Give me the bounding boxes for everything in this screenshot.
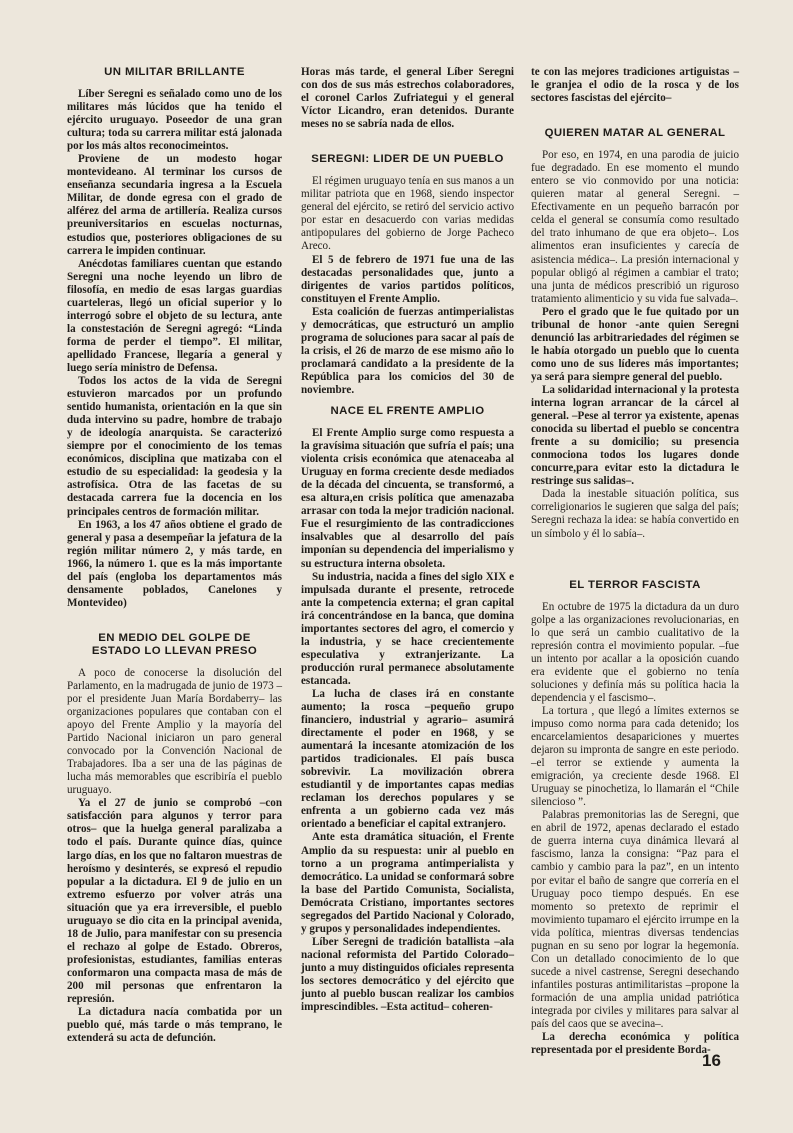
paragraph: Horas más tarde, el general Líber Seregni con dos de sus más estrechos colaboradores, el coronel Carlos Zufriategui y el general Víctor Licandro, eran detenidos. Durante meses no se sabría nada de ellos. xyxy=(301,66,514,131)
column-left xyxy=(67,66,282,1045)
paragraph: La derecha económica y política representada por el presidente Borda- xyxy=(531,1031,739,1057)
paragraph: te con las mejores tradiciones artiguistas –le granjea el odio de la rosca y de los sectores fascistas del ejército– xyxy=(531,66,739,105)
paragraph: Dada la inestable situación política, sus correligionarios le sugieren que salga del país; Seregni rechaza la idea: se había convertido en un símbolo y él lo sabía–. xyxy=(531,488,739,540)
paragraph: Ya el 27 de junio se comprobó –con satisfacción para algunos y terror para otros– que la huelga general paralizaba a todo el país. Durante quince días, quince largo días, en los que no faltaron muestras de heroísmo y desinterés, se expresó el repudio popular a la dictadura. El 9 de julio en un extremo esfuerzo por volver atrás una situación que ya era irreversible, el pueblo uruguayo se dio cita en la principal avenida, 18 de Julio, para manifestar con su presencia el rechazo al golpe de Estado. Obreros, profesionistas, estudiantes, familias enteras conformaron una compacta masa de más de 200 mil personas que enfrentaron la represión. xyxy=(67,797,282,1006)
section-heading: SEREGNI: LIDER DE UN PUEBLO xyxy=(311,153,504,166)
paragraph: Líber Seregni de tradición batallista –ala nacional reformista del Partido Colorado– junto a muy distinguidos oficiales representa los sectores democrático y del ejército que junto al pueblo buscan realizar los cambios imprescindibles. –Esta actitud– coheren- xyxy=(301,935,514,1014)
section-heading: UN MILITAR BRILLANTE xyxy=(104,66,245,78)
paragraph: La solidaridad internacional y la protesta interna logran arrancar de la cárcel al general. –Pese al terror ya existente, apenas conocida su libertad el pueblo se concentra frente a su domicilio; su presencia conmociona todos los lugares donde concurre,para evitar esto la dictadura le restringe sus salidas–. xyxy=(531,383,739,488)
paragraph: Por eso, en 1974, en una parodia de juicio fue degradado. En ese momento el mundo entero se vio conmovido por una noticia: quieren matar al general Seregni. –Efectivamente en un pequeño barracón por celda el general se consumía como resultado del trato inhumano de que era objeto–. Los alimentos eran insuficientes y carecía de asistencia médica–. La presión internacional y popular obligó al régimen a cambiar el trato; una junta de médicos prescribió un riguroso tratamiento alimenticio y su vida fue salvada–. xyxy=(531,149,739,305)
section-heading: NACE EL FRENTE AMPLIO xyxy=(330,405,485,418)
paragraph: Esta coalición de fuerzas antimperialistas y democráticas, que estructuró un amplio programa de soluciones para sacar al país de la crisis, el 26 de marzo de ese mismo año lo proclamará candidato a la presidente de la República para los comicios del 30 de noviembre. xyxy=(301,305,514,396)
column-middle xyxy=(301,66,514,1014)
paragraph: En octubre de 1975 la dictadura da un duro golpe a las organizaciones revolucionarias, en lo que será un cambio cualitativo de la represión contra el movimiento popular. –fue un intento por acallar a la oposición cuando era evidente que el gobierno no tenía soluciones y definía más su política hacia la dependencia y el fascismo–. xyxy=(531,600,739,704)
paragraph: Proviene de un modesto hogar montevideano. Al terminar los cursos de enseñanza secundaria ingresa a la Escuela Militar, de donde egresa con el grado de alférez del arma de artillería. Realiza cursos preuniversitarios en escuelas nocturnas, estudios que, posteriores obligaciones de su carrera le impiden continuar. xyxy=(67,153,282,257)
paragraph: Palabras premonitorias las de Seregni, que en abril de 1972, apenas declarado el estado de guerra interna cuya dinámica llevará al fascismo, lanza la consigna: “Paz para el cambio y cambio para la paz”, en un intento por evitar el baño de sangre que correría en el Uruguay poco tiempo después. En ese momento so pretexto de reprimir el movimiento tupamaro el ejército irrumpe en la vida política, mientras diversas tendencias pugnan en su seno por lograr la hegemonía. Con un detallado conocimiento de lo que sucede a nivel castrense, Seregni desechando infantiles posturas antimilitaristas –propone la formación de una amplia unidad patriótica integrada por civiles y militares para salvar al país del caos que se avecina–. xyxy=(531,809,739,1031)
paragraph: El 5 de febrero de 1971 fue una de las destacadas personalidades que, junto a dirigentes de varios partidos políticos, constituyen el Frente Amplio. xyxy=(301,253,514,305)
paragraph: La dictadura nacía combatida por un pueblo qué, más tarde o más temprano, le extenderá su acta de defunción. xyxy=(67,1006,282,1045)
column-right xyxy=(531,66,739,1057)
section-heading: EN MEDIO DEL GOLPE DE ESTADO LO LLEVAN PRESO xyxy=(91,631,258,657)
paragraph: En 1963, a los 47 años obtiene el grado de general y pasa a desempeñar la jefatura de la región militar número 2, y más tarde, en 1966, la número 1. que es la más importante del país (engloba los departamentos más densamente poblados, Canelones y Montevideo) xyxy=(67,518,282,609)
paragraph: Anécdotas familiares cuentan que estando Seregni una noche leyendo un libro de filosofía, en medio de esas largas guardias cuarteleras, llegó un oficial superior y lo interrogó sobre el objeto de su lectura, ante la constestación de Seregni agregó: “Linda forma de perder el tiempo”. El militar, apellidado Francese, llegaría a general y luego sería ministro de Defensa. xyxy=(67,257,282,374)
page-number: 16 xyxy=(702,1051,721,1070)
paragraph: El régimen uruguayo tenía en sus manos a un militar patriota que en 1968, siendo inspector general del ejército, se retiró del servicio activo por estar en desacuerdo con varias medidas antipopulares del gobierno de Jorge Pacheco Areco. xyxy=(301,175,514,253)
intro-paragraph: Líber Seregni es señalado como uno de los militares más lúcidos que ha tenido el ejército uruguayo. Poseedor de una gran cultura; toda su carrera militar está jalonada por los más altos reconocimeintos. xyxy=(67,88,282,153)
paragraph: La tortura , que llegó a límites externos se impuso como norma para cada detenido; los encarcelamientos desapariciones y muertes dejaron su impronta de sangre en este periodo. –el terror se extiende y aumenta la emigración, ya creciente desde 1968. El Uruguay se pinochetiza, lo llamarán el “Chile silencioso ”. xyxy=(531,704,739,809)
paragraph: Ante esta dramática situación, el Frente Amplio da su respuesta: unir al pueblo en torno a un programa antimperialista y democrático. La unidad se conformará sobre la base del Partido Comunista, Socialista, Demócrata Cristiano, importantes sectores segregados del Partido Nacional y Colorado, y grupos y personalidades independientes. xyxy=(301,831,514,935)
section-heading: EL TERROR FASCISTA xyxy=(569,578,701,591)
paragraph: Pero el grado que le fue quitado por un tribunal de honor -ante quien Seregni denunció las arbitrariedades del régimen se le había otorgado un pueblo que lo cuenta como uno de sus líderes más importantes; ya será para siempre general del pueblo. xyxy=(531,305,739,383)
paragraph: Su industria, nacida a fines del siglo XIX e impulsada durante el presente, retrocede ante la competencia externa; el gran capital irá concentrándose en la banca, que domina importantes sectores del agro, el comercio y la industria, y se hace crecientemente especulativa y extranjerizante. La producción rural permanece absolutamente estancada. xyxy=(301,570,514,687)
paragraph: A poco de conocerse la disolución del Parlamento, en la madrugada de junio de 1973 –por el presidente Juan María Bordaberry– las organizaciones populares que contaban con el apoyo del Frente Amplio y la mayoría del Partido Nacional iniciaron un paro general convocado por la Convención Nacional de Trabajadores. Iba a ser una de las páginas de lucha más memorables que escribiría el pueblo uruguayo. xyxy=(67,666,282,797)
paragraph: El Frente Amplio surge como respuesta a la gravísima situación que sufría el país; una violenta crisis económica que atenaceaba al Uruguay en forma creciente desde mediados de la década del cincuenta, se transformó, a esa altura,en crisis política que amenazaba arrasar con toda la mejor tradición nacional. Fue el resurgimiento de las contradicciones insalvables que al desarrollo del país imponían su dependencia del imperialismo y su estructura interna obsoleta. xyxy=(301,427,514,570)
paragraph: Todos los actos de la vida de Seregni estuvieron marcados por un profundo sentido humanista, orientación en la que sin duda intervino su padre, hombre de trabajo y de ideología anarquista. Se caracterizó siempre por el conocimiento de los temas económicos, disciplina que matizaba con el estudio de su especialidad: la geodesia y la astrofísica. Otra de las facetas de su destacada carrera fue la docencia en los principales centros de formación militar. xyxy=(67,375,282,518)
section-heading: QUIEREN MATAR AL GENERAL xyxy=(544,127,726,140)
paragraph: La lucha de clases irá en constante aumento; la rosca –pequeño grupo financiero, industrial y agrario– asumirá directamente el poder en 1968, y se aumentará la incesante atomización de los partidos tradicionales. El país busca sobrevivir. La movilización obrera estudiantil y de importantes capas medias reclaman los derechos populares y se enfrenta a un gobierno cada vez más orientado a beneficiar el capital extranjero. xyxy=(301,687,514,831)
